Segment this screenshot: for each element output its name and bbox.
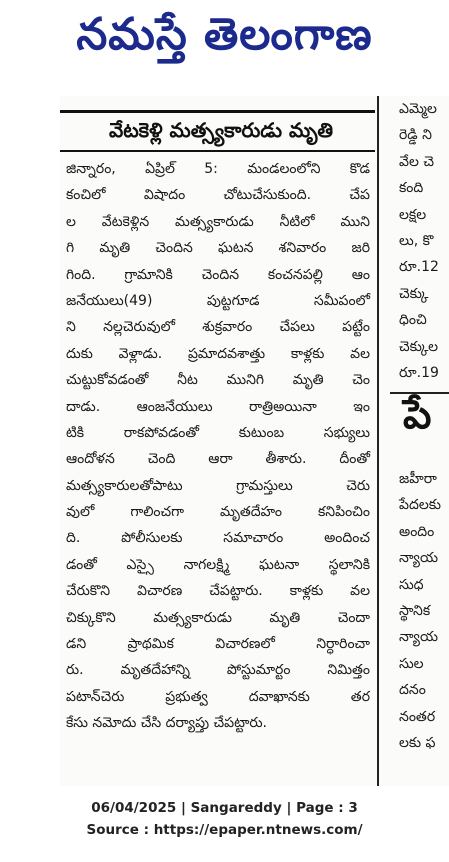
article-body	[66, 156, 370, 737]
article-line: పటాన్‌చెరు ప్రభుత్వ దవాఖానకు తర	[66, 688, 370, 705]
article-line: టికి రాకపోవడంతో కుటుంబ సభ్యులు	[66, 424, 370, 441]
top-rule	[60, 110, 375, 113]
adjacent-heading: పే	[403, 392, 432, 438]
adjacent-line: లకు ఫ	[399, 734, 436, 751]
adjacent-line: పేదలకు	[399, 497, 441, 514]
article-line: జిన్నారం, ఏప్రిల్ 5: మండలంలోని కొడ	[66, 161, 370, 177]
article-line: దాడు. ఆంజనేయులు రాత్రిఅయినా ఇం	[66, 398, 370, 415]
article-line: ది. పోలీసులకు సమాచారం అందించ	[66, 530, 370, 547]
article-line: చిక్కుకొని మత్స్యకారుడు మృతి చెందా	[66, 609, 370, 626]
article-line: చుట్టుకోవడంతో నీట మునిగి మృతి చెం	[66, 372, 370, 389]
headline-rule	[60, 150, 375, 152]
article-line: గి మృతి చెందిన ఘటన శనివారం జరి	[66, 240, 370, 257]
article-line: ని నల్లచెరువులో శుక్రవారం చేపలు పట్టేం	[66, 319, 370, 336]
adjacent-line: లు, కొ	[399, 232, 434, 249]
adjacent-line: రూ.12	[399, 259, 439, 276]
adjacent-line: లక్షల	[399, 206, 427, 223]
adjacent-line: వేల చె	[399, 153, 434, 170]
article-line: గింది. గ్రామానికి చెందిన కంచనపల్లి ఆం	[66, 266, 370, 283]
adjacent-line: ధించి	[399, 312, 427, 329]
adjacent-column-top	[399, 96, 449, 386]
footer-source: Source : https://epaper.ntnews.com/	[86, 822, 363, 838]
article-line: ల వేటకెళ్లిన మత్స్యకారుడు నీటిలో ముని	[66, 213, 370, 230]
adjacent-line: చెక్కు	[399, 285, 429, 302]
adjacent-line: స్థానిక	[399, 602, 431, 619]
article-line: డంతో ఎస్సై నాగలక్ష్మి ఘటనా స్థలానికి	[66, 556, 370, 573]
adjacent-line: సుధ	[399, 576, 424, 593]
article-line: మత్స్యకారులతోపాటు గ్రామస్తులు చెరు	[66, 477, 370, 494]
adjacent-line: సుల	[399, 655, 424, 672]
adjacent-line: కంది	[399, 180, 424, 197]
adjacent-line: న్యాయ	[399, 550, 438, 567]
adjacent-line: దనం	[399, 682, 426, 699]
newspaper-masthead: నమస్తే తెలంగాణ	[76, 9, 373, 60]
article-line: ఆందోళన చెంది ఆరా తీశారు. దీంతో	[66, 451, 370, 468]
adjacent-column-bottom	[399, 466, 449, 756]
adjacent-line: అందిం	[399, 523, 435, 540]
article-line: కేసు నమోదు చేసి దర్యాప్తు చేపట్టారు.	[66, 715, 267, 732]
article-line: రు. మృతదేహాన్ని పోస్టుమార్టం నిమిత్తం	[66, 662, 370, 679]
footer-meta: 06/04/2025 | Sangareddy | Page : 3	[91, 800, 358, 816]
footer	[0, 797, 449, 841]
adjacent-line: న్యాయ	[399, 629, 438, 646]
adjacent-line: ఎమ్మెల	[399, 101, 437, 117]
article-line: చేరుకొని విచారణ చేపట్టారు. కాళ్లకు వల	[66, 583, 370, 600]
article-headline: వేటకెళ్లి మత్స్యకారుడు మృతి	[108, 118, 333, 142]
article-line: కంచిలో విషాదం చోటుచేసుకుంది. చేప	[66, 187, 370, 204]
article-line: డని ప్రాథమిక విచారణలో నిర్ధారించా	[66, 636, 370, 653]
newspaper-clipping	[60, 96, 449, 786]
adjacent-line: నంతర	[399, 708, 436, 725]
article-line: జనేయులు(49) పుట్టగూడ సమీపంలో	[66, 292, 370, 309]
article-line: వులో గాలించగా మృతదేహం కనిపించిం	[66, 504, 370, 521]
adjacent-line: జహీరా	[399, 471, 437, 487]
column-divider	[377, 96, 379, 786]
article-line: దుకు వెళ్లాడు. ప్రమాదవశాత్తు కాళ్లకు వల	[66, 345, 370, 362]
adjacent-line: రూ.19	[399, 364, 439, 381]
adjacent-line: చెక్కుల	[399, 338, 439, 355]
adjacent-line: రెడ్డి ని	[399, 127, 432, 144]
